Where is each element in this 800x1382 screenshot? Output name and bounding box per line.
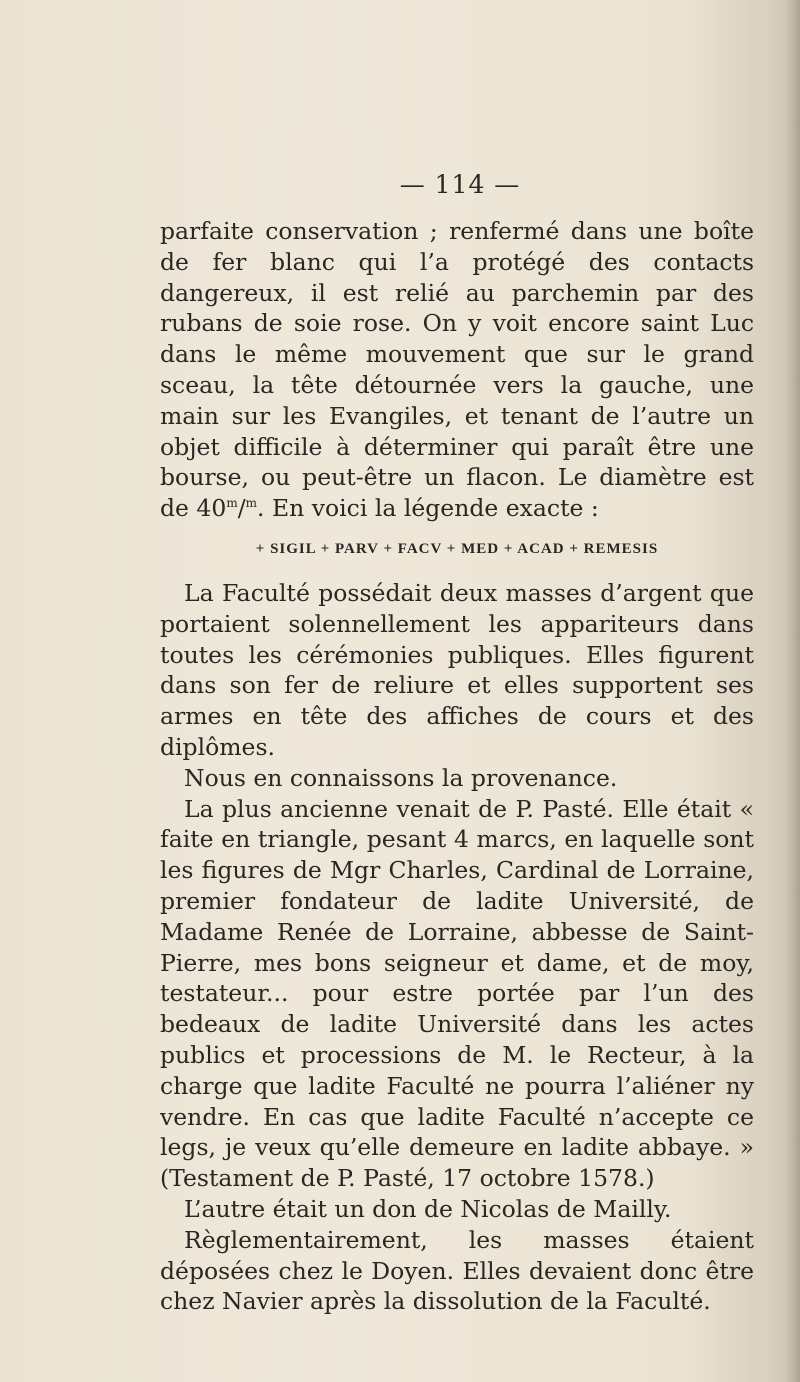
page-edge-shadow (786, 0, 800, 1382)
paragraph-text: . En voici la légende exacte : (257, 494, 599, 523)
paragraph: La plus ancienne venait de P. Pasté. Elle était « faite en triangle, pesant 4 marcs, en laquelle sont les figures de Mgr Charles, Cardinal de Lorraine, premier fondateur de ladite Université, de Madame Renée de Lorraine, abbesse de Saint-Pierre, mes bons seigneur et dame, et de moy, testateur... pour estre portée par l’un des bedeaux de ladite Université dans les actes publics et processions de M. le Recteur, à la charge que ladite Faculté ne pourra l’aliéner ny vendre. En cas que ladite Faculté n’accepte ce legs, je veux qu’elle demeure en ladite abbaye. » (Testament de P. Pasté, 17 octobre 1578.) (160, 794, 754, 1193)
seal-legend: + SIGIL + PARV + FACV + MED + ACAD + REMESIS (255, 540, 659, 557)
unit-superscript: m (226, 496, 238, 511)
page-number: — 114 — (399, 170, 521, 199)
unit-separator: / (237, 494, 246, 523)
paragraph-text: parfaite conservation ; renfermé dans une boîte de fer blanc qui l’a protégé des contacts dangereux, il est relié au parchemin par des rubans de soie rose. On y voit encore saint Luc dans le même mouvement que sur le grand sceau, la tête détournée vers la gauche, une main sur les Evangiles, et tenant de l’autre un objet difficile à déterminer qui paraît être une bourse, ou peut-être un flacon. Le diamètre est de 40 (160, 217, 754, 523)
paragraph: Nous en connaissons la provenance. (184, 763, 618, 792)
paragraph: La Faculté possédait deux masses d’argent que portaient solennellement les appariteurs dans toutes les cérémonies publiques. Elles figurent dans son fer de reliure et elles supportent ses armes en tête des affiches de cours et des diplômes. (160, 578, 754, 761)
paragraph-continued (160, 216, 754, 524)
body-text (160, 216, 754, 1317)
unit-superscript: m (245, 496, 258, 511)
paragraph: Règlementairement, les masses étaient déposées chez le Doyen. Elles devaient donc être chez Navier après la dissolution de la Faculté. (160, 1225, 754, 1316)
paragraph: L’autre était un don de Nicolas de Mailly. (184, 1194, 672, 1223)
